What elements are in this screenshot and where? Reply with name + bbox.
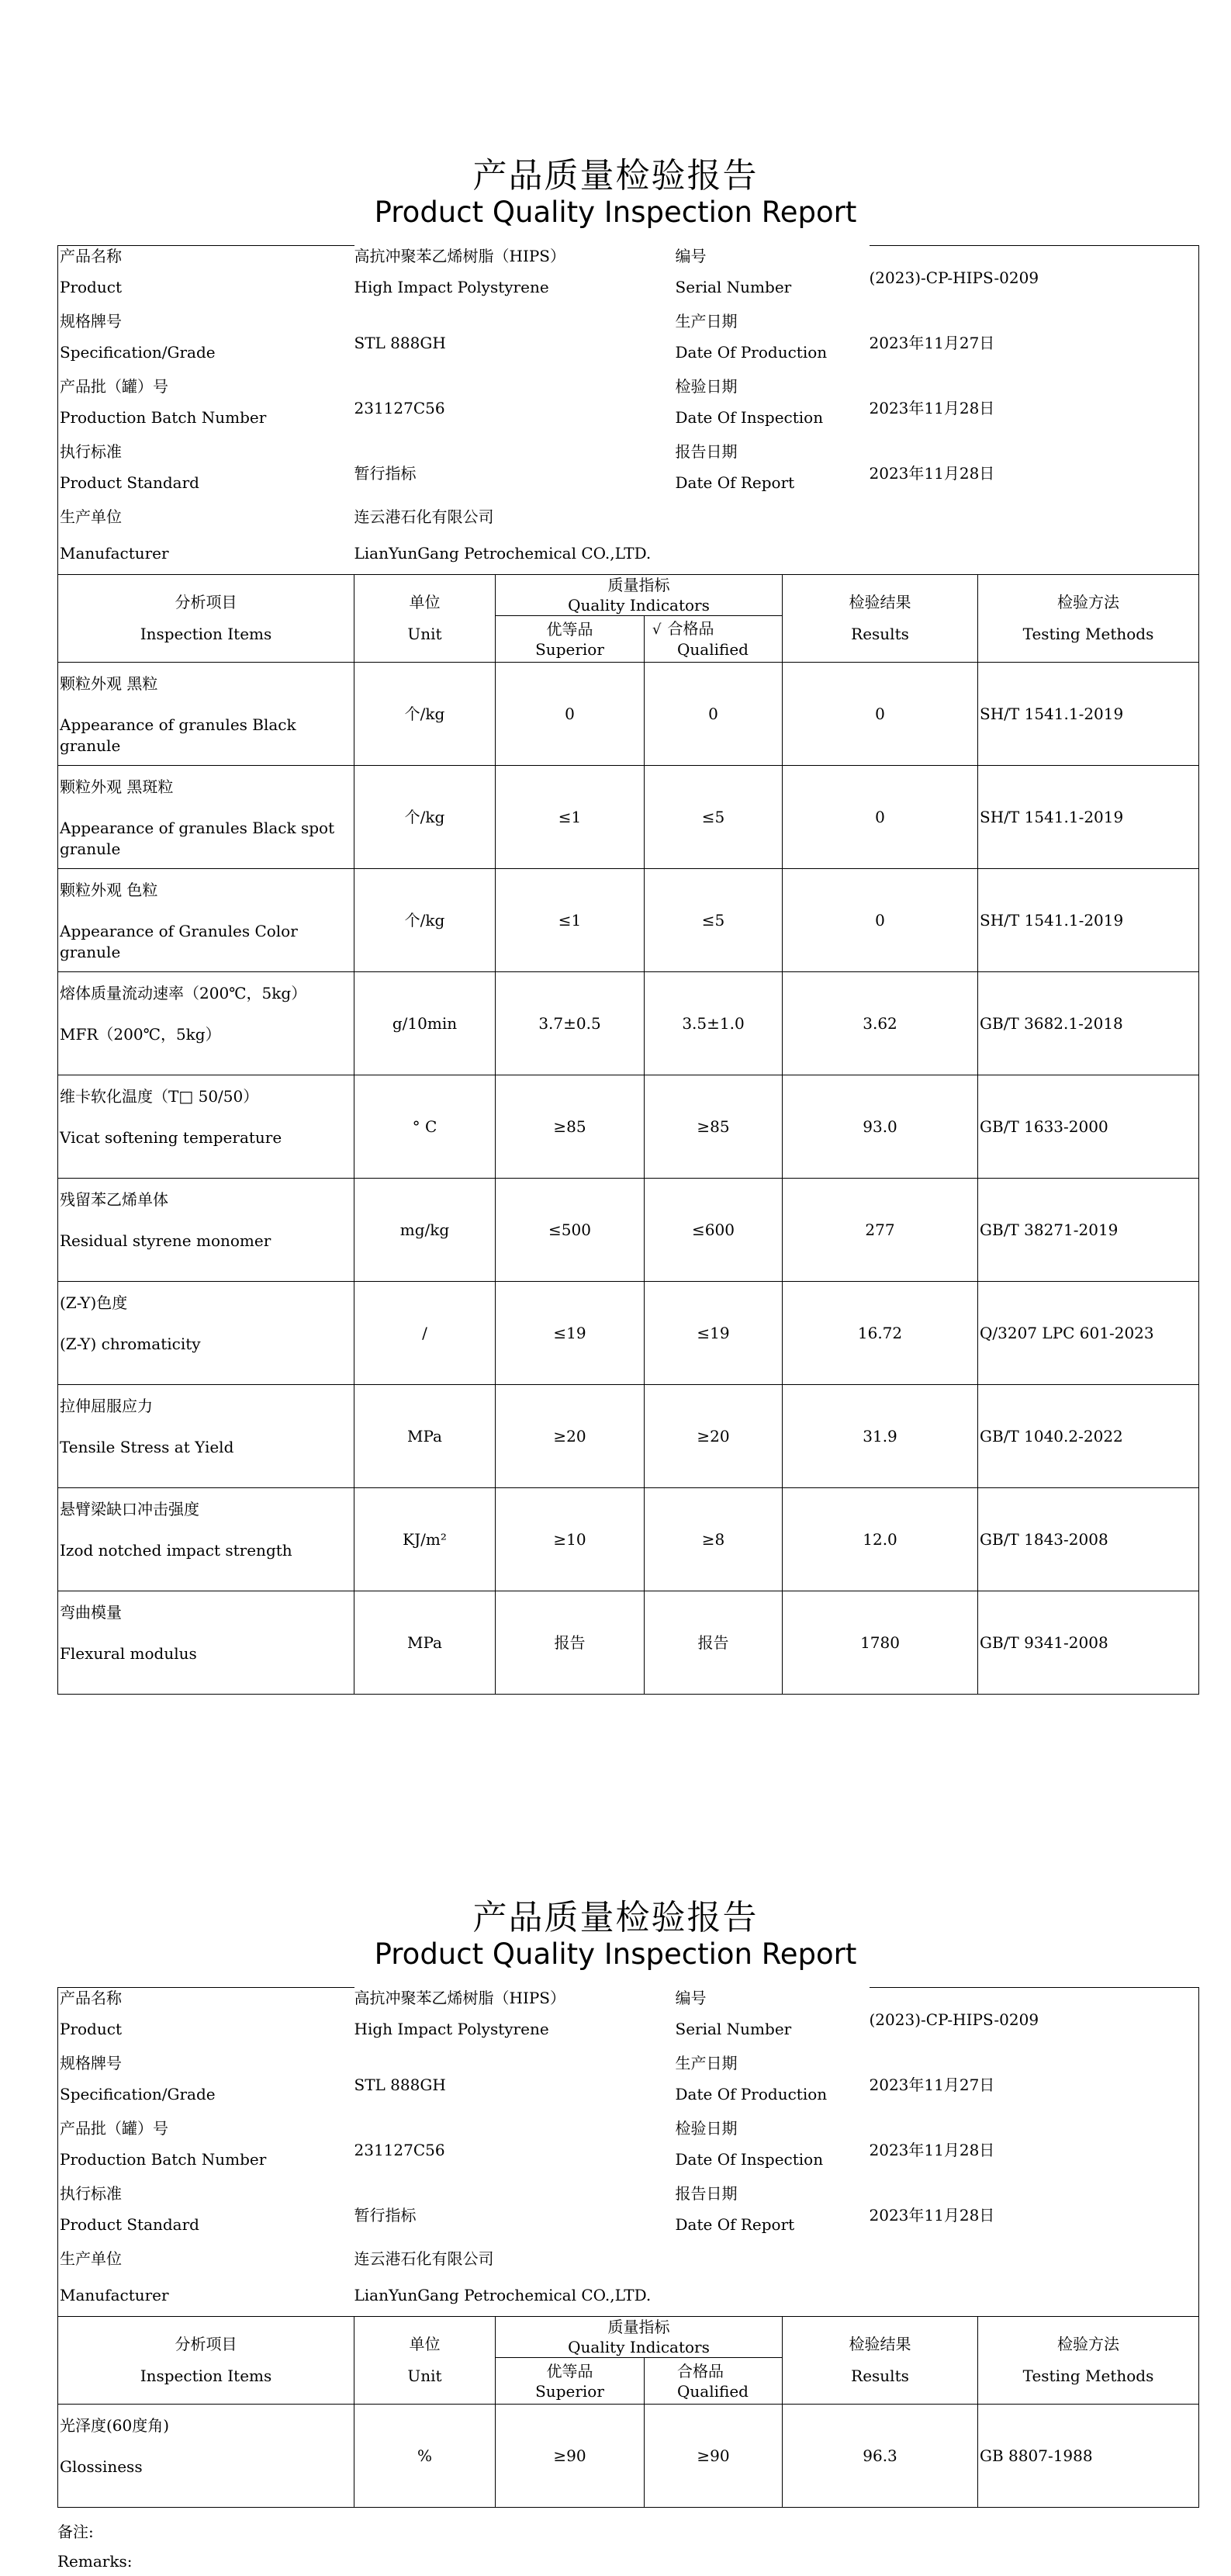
value-report-date: 2023年11月28日 bbox=[870, 2183, 1199, 2249]
result-value: 31.9 bbox=[783, 1385, 978, 1488]
qualified-value: ≥85 bbox=[645, 1075, 783, 1179]
header-items-cn: 分析项目 bbox=[175, 2335, 237, 2353]
item-name-cn: 熔体质量流动速率（200℃，5kg） bbox=[60, 984, 307, 1002]
item-name-cn: 颗粒外观 黑粒 bbox=[60, 674, 158, 693]
label-insp-date-cn: 检验日期 bbox=[675, 2118, 738, 2138]
value-serial: (2023)-CP-HIPS-0209 bbox=[870, 1988, 1199, 2053]
remarks-label-cn: 备注: bbox=[57, 2522, 94, 2541]
test-method: SH/T 1541.1-2019 bbox=[978, 869, 1199, 972]
label-report-date-cn: 报告日期 bbox=[675, 2183, 738, 2203]
header-qi-en: Quality Indicators bbox=[568, 2338, 710, 2356]
result-value: 277 bbox=[783, 1179, 978, 1282]
superior-value: ≤500 bbox=[496, 1179, 645, 1282]
label-insp-date-en: Date Of Inspection bbox=[675, 2149, 824, 2169]
header-items-cn: 分析项目 bbox=[175, 593, 237, 611]
header-unit-cn: 单位 bbox=[409, 2335, 441, 2353]
label-maker-cn: 生产单位 bbox=[60, 507, 122, 526]
header-items-en: Inspection Items bbox=[140, 2367, 272, 2385]
label-prod-date-en: Date Of Production bbox=[675, 342, 828, 362]
table-row bbox=[58, 1179, 1199, 1282]
value-product-cn: 高抗冲聚苯乙烯树脂（HIPS） bbox=[354, 1988, 565, 2007]
superior-value: 3.7±0.5 bbox=[496, 972, 645, 1075]
label-batch-en: Production Batch Number bbox=[60, 2149, 267, 2169]
table-row bbox=[58, 1282, 1199, 1385]
value-spec: STL 888GH bbox=[354, 2076, 446, 2094]
result-value: 16.72 bbox=[783, 1282, 978, 1385]
value-batch: 231127C56 bbox=[354, 399, 445, 417]
test-method: GB/T 1633-2000 bbox=[978, 1075, 1199, 1179]
qualified-value: ≤19 bbox=[645, 1282, 783, 1385]
label-maker-en: Manufacturer bbox=[60, 543, 169, 563]
label-serial-cn: 编号 bbox=[675, 246, 707, 265]
item-name-cn: 光泽度(60度角) bbox=[60, 2416, 170, 2435]
product-info-table bbox=[57, 245, 1199, 575]
label-standard-en: Product Standard bbox=[60, 473, 199, 492]
qualified-value: ≥20 bbox=[645, 1385, 783, 1488]
value-maker-en: LianYunGang Petrochemical CO.,LTD. bbox=[354, 2285, 652, 2304]
inspection-table bbox=[57, 574, 1199, 1695]
qualified-value: ≤5 bbox=[645, 869, 783, 972]
value-report-date: 2023年11月28日 bbox=[870, 441, 1199, 507]
header-superior-en: Superior bbox=[535, 639, 604, 659]
report-title-cn: 产品质量检验报告 bbox=[472, 1898, 759, 1937]
header-method-cn: 检验方法 bbox=[1057, 2335, 1120, 2353]
header-qi-cn: 质量指标 bbox=[607, 2318, 670, 2336]
report-title-en: Product Quality Inspection Report bbox=[374, 196, 857, 229]
result-value: 0 bbox=[783, 766, 978, 869]
label-batch-cn: 产品批（罐）号 bbox=[60, 376, 168, 396]
item-name-cn: 维卡软化温度（T□ 50/50） bbox=[60, 1087, 259, 1106]
item-unit: / bbox=[354, 1282, 496, 1385]
result-value: 0 bbox=[783, 869, 978, 972]
item-name-en: Flexural modulus bbox=[60, 1644, 197, 1663]
item-name-en: Izod notched impact strength bbox=[60, 1541, 292, 1560]
item-unit: 个/kg bbox=[354, 869, 496, 972]
item-name-en: Appearance of granules Black granule bbox=[60, 715, 296, 755]
header-result-en: Results bbox=[851, 2367, 909, 2385]
test-method: SH/T 1541.1-2019 bbox=[978, 663, 1199, 766]
label-prod-date-cn: 生产日期 bbox=[675, 311, 738, 331]
label-prod-date-en: Date Of Production bbox=[675, 2084, 828, 2103]
superior-value: 0 bbox=[496, 663, 645, 766]
test-method: GB/T 3682.1-2018 bbox=[978, 972, 1199, 1075]
header-unit-en: Unit bbox=[407, 2367, 442, 2385]
label-report-date-cn: 报告日期 bbox=[675, 441, 738, 461]
item-name-en: Appearance of Granules Color granule bbox=[60, 922, 298, 961]
item-name-en: Residual styrene monomer bbox=[60, 1231, 271, 1250]
header-qualified-cn: 合格品 bbox=[667, 619, 714, 639]
header-superior-cn: 优等品 bbox=[546, 2361, 593, 2380]
table-row bbox=[58, 1591, 1199, 1695]
checkmark-icon: √ bbox=[652, 621, 662, 639]
label-spec-en: Specification/Grade bbox=[60, 342, 216, 362]
header-method-en: Testing Methods bbox=[1022, 2367, 1154, 2385]
item-unit: MPa bbox=[354, 1385, 496, 1488]
value-product-cn: 高抗冲聚苯乙烯树脂（HIPS） bbox=[354, 246, 565, 265]
label-report-date-en: Date Of Report bbox=[675, 473, 795, 492]
qualified-value: 报告 bbox=[645, 1591, 783, 1695]
value-maker-en: LianYunGang Petrochemical CO.,LTD. bbox=[354, 543, 652, 563]
result-value: 93.0 bbox=[783, 1075, 978, 1179]
label-spec-cn: 规格牌号 bbox=[60, 311, 122, 331]
item-name-en: MFR（200℃，5kg） bbox=[60, 1025, 221, 1044]
result-value: 1780 bbox=[783, 1591, 978, 1695]
label-batch-cn: 产品批（罐）号 bbox=[60, 2118, 168, 2138]
item-name-en: (Z-Y) chromaticity bbox=[60, 1335, 201, 1353]
item-name-cn: 颗粒外观 色粒 bbox=[60, 881, 158, 899]
header-unit-cn: 单位 bbox=[409, 593, 441, 611]
table-row bbox=[58, 1385, 1199, 1488]
value-maker-cn: 连云港石化有限公司 bbox=[354, 2249, 494, 2268]
value-batch: 231127C56 bbox=[354, 2141, 445, 2159]
header-result-cn: 检验结果 bbox=[849, 593, 911, 611]
superior-value: ≥20 bbox=[496, 1385, 645, 1488]
item-unit: ° C bbox=[354, 1075, 496, 1179]
label-spec-en: Specification/Grade bbox=[60, 2084, 216, 2103]
label-serial-en: Serial Number bbox=[675, 2019, 792, 2038]
label-report-date-en: Date Of Report bbox=[675, 2214, 795, 2234]
table-row bbox=[58, 2405, 1199, 2508]
header-superior-en: Superior bbox=[535, 2381, 604, 2401]
superior-value: ≤19 bbox=[496, 1282, 645, 1385]
value-product-en: High Impact Polystyrene bbox=[354, 277, 549, 296]
item-name-en: Vicat softening temperature bbox=[60, 1128, 282, 1147]
result-value: 3.62 bbox=[783, 972, 978, 1075]
item-unit: % bbox=[354, 2405, 496, 2508]
label-prod-date-cn: 生产日期 bbox=[675, 2053, 738, 2072]
qualified-value: ≥8 bbox=[645, 1488, 783, 1591]
value-standard: 暂行指标 bbox=[354, 464, 417, 483]
superior-value: ≥90 bbox=[496, 2405, 645, 2508]
qualified-value: ≥90 bbox=[645, 2405, 783, 2508]
test-method: GB/T 1843-2008 bbox=[978, 1488, 1199, 1591]
label-serial-cn: 编号 bbox=[675, 1988, 707, 2007]
result-value: 96.3 bbox=[783, 2405, 978, 2508]
superior-value: 报告 bbox=[496, 1591, 645, 1695]
label-standard-en: Product Standard bbox=[60, 2214, 199, 2234]
header-result-cn: 检验结果 bbox=[849, 2335, 911, 2353]
table-row bbox=[58, 1075, 1199, 1179]
qualified-value: ≤600 bbox=[645, 1179, 783, 1282]
item-unit: 个/kg bbox=[354, 663, 496, 766]
label-product-en: Product bbox=[60, 2020, 122, 2038]
superior-value: ≥85 bbox=[496, 1075, 645, 1179]
label-serial-en: Serial Number bbox=[675, 277, 792, 296]
value-serial: (2023)-CP-HIPS-0209 bbox=[870, 246, 1199, 311]
header-qualified-en: Qualified bbox=[677, 2381, 749, 2401]
label-maker-en: Manufacturer bbox=[60, 2285, 169, 2304]
header-qi-en: Quality Indicators bbox=[568, 596, 710, 615]
test-method: GB 8807-1988 bbox=[978, 2405, 1199, 2508]
header-qualified-cn: 合格品 bbox=[677, 2361, 724, 2380]
qualified-value: 0 bbox=[645, 663, 783, 766]
label-insp-date-en: Date Of Inspection bbox=[675, 407, 824, 427]
header-method-cn: 检验方法 bbox=[1057, 593, 1120, 611]
value-prod-date: 2023年11月27日 bbox=[870, 311, 1199, 376]
test-method: GB/T 1040.2-2022 bbox=[978, 1385, 1199, 1488]
item-name-cn: 悬臂梁缺口冲击强度 bbox=[60, 1500, 199, 1518]
item-unit: MPa bbox=[354, 1591, 496, 1695]
report-title-en: Product Quality Inspection Report bbox=[374, 1937, 857, 1971]
product-info-table bbox=[57, 1987, 1199, 2317]
label-maker-cn: 生产单位 bbox=[60, 2249, 122, 2268]
item-unit: KJ/m² bbox=[354, 1488, 496, 1591]
header-qi-cn: 质量指标 bbox=[607, 576, 670, 594]
test-method: Q/3207 LPC 601-2023 bbox=[978, 1282, 1199, 1385]
label-product-cn: 产品名称 bbox=[60, 1989, 122, 2007]
item-name-cn: 拉伸屈服应力 bbox=[60, 1397, 153, 1415]
value-product-en: High Impact Polystyrene bbox=[354, 2019, 549, 2038]
table-row bbox=[58, 972, 1199, 1075]
label-standard-cn: 执行标准 bbox=[60, 441, 122, 461]
table-row bbox=[58, 663, 1199, 766]
test-method: GB/T 9341-2008 bbox=[978, 1591, 1199, 1695]
label-product-en: Product bbox=[60, 278, 122, 296]
table-row bbox=[58, 869, 1199, 972]
item-name-en: Tensile Stress at Yield bbox=[60, 1438, 234, 1456]
test-method: GB/T 38271-2019 bbox=[978, 1179, 1199, 1282]
item-name-cn: 颗粒外观 黑斑粒 bbox=[60, 777, 174, 796]
table-row bbox=[58, 766, 1199, 869]
report-title-cn: 产品质量检验报告 bbox=[472, 156, 759, 196]
value-insp-date: 2023年11月28日 bbox=[870, 2118, 1199, 2183]
header-method-en: Testing Methods bbox=[1022, 625, 1154, 643]
qualified-value: ≤5 bbox=[645, 766, 783, 869]
item-name-en: Appearance of granules Black spot granule bbox=[60, 819, 335, 858]
label-product-cn: 产品名称 bbox=[60, 247, 122, 265]
result-value: 12.0 bbox=[783, 1488, 978, 1591]
table-row bbox=[58, 1488, 1199, 1591]
item-name-cn: 残留苯乙烯单体 bbox=[60, 1190, 168, 1209]
superior-value: ≤1 bbox=[496, 766, 645, 869]
result-value: 0 bbox=[783, 663, 978, 766]
label-insp-date-cn: 检验日期 bbox=[675, 376, 738, 396]
header-unit-en: Unit bbox=[407, 625, 442, 643]
label-batch-en: Production Batch Number bbox=[60, 407, 267, 427]
label-spec-cn: 规格牌号 bbox=[60, 2053, 122, 2072]
item-name-cn: 弯曲模量 bbox=[60, 1603, 122, 1622]
remarks-label-en: Remarks: bbox=[57, 2552, 133, 2571]
qualified-value: 3.5±1.0 bbox=[645, 972, 783, 1075]
superior-value: ≥10 bbox=[496, 1488, 645, 1591]
header-superior-cn: 优等品 bbox=[546, 619, 593, 639]
value-prod-date: 2023年11月27日 bbox=[870, 2053, 1199, 2118]
item-unit: 个/kg bbox=[354, 766, 496, 869]
label-standard-cn: 执行标准 bbox=[60, 2183, 122, 2203]
value-maker-cn: 连云港石化有限公司 bbox=[354, 507, 494, 526]
item-unit: mg/kg bbox=[354, 1179, 496, 1282]
header-qualified-en: Qualified bbox=[677, 639, 749, 659]
inspection-table bbox=[57, 2316, 1199, 2508]
item-name-en: Glossiness bbox=[60, 2457, 143, 2476]
item-name-cn: (Z-Y)色度 bbox=[60, 1293, 128, 1312]
value-spec: STL 888GH bbox=[354, 334, 446, 352]
value-standard: 暂行指标 bbox=[354, 2206, 417, 2225]
header-items-en: Inspection Items bbox=[140, 625, 272, 643]
header-result-en: Results bbox=[851, 625, 909, 643]
value-insp-date: 2023年11月28日 bbox=[870, 376, 1199, 441]
test-method: SH/T 1541.1-2019 bbox=[978, 766, 1199, 869]
superior-value: ≤1 bbox=[496, 869, 645, 972]
item-unit: g/10min bbox=[354, 972, 496, 1075]
